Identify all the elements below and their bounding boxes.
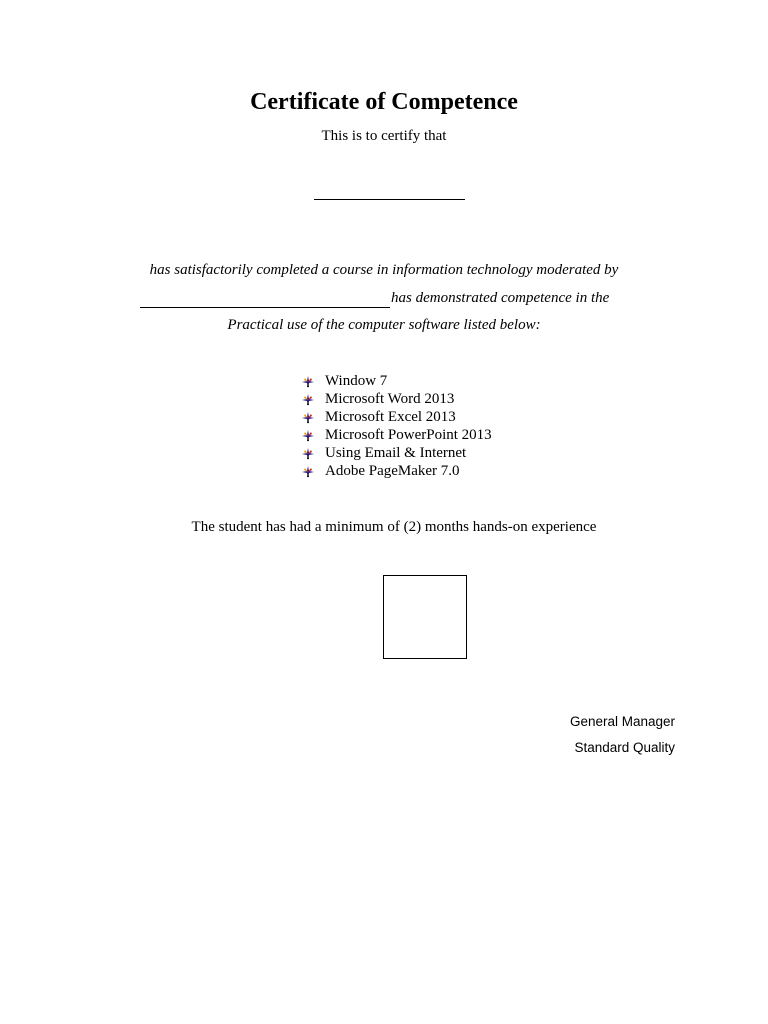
software-list: [300, 372, 492, 480]
star-bullet-icon: [302, 394, 314, 406]
software-item: [300, 426, 492, 444]
software-item: [300, 408, 492, 426]
competence-text: has demonstrated competence in the: [391, 290, 610, 306]
software-item: [300, 372, 492, 390]
certificate-title: Certificate of Competence: [250, 89, 518, 115]
certify-text: This is to certify that: [321, 128, 447, 144]
completion-text: has satisfactorily completed a course in information technology moderated by: [149, 262, 619, 278]
photo-placeholder-box: [383, 575, 467, 659]
experience-text: The student has had a minimum of (2) months hands-on experience: [191, 519, 597, 535]
moderator-name-line: [140, 307, 390, 308]
practical-use-text: Practical use of the computer software listed below:: [227, 317, 541, 333]
software-item-label: Window 7: [325, 373, 388, 389]
software-item-label: Adobe PageMaker 7.0: [325, 463, 460, 479]
star-bullet-icon: [302, 376, 314, 388]
software-item-label: Microsoft PowerPoint 2013: [325, 427, 492, 443]
star-bullet-icon: [302, 466, 314, 478]
recipient-name-line: [314, 199, 465, 200]
software-item-label: Using Email & Internet: [325, 445, 467, 461]
star-bullet-icon: [302, 412, 314, 424]
star-bullet-icon: [302, 430, 314, 442]
signatory-title: General Manager: [569, 714, 675, 729]
software-item-label: Microsoft Excel 2013: [325, 409, 456, 425]
star-bullet-icon: [302, 448, 314, 460]
software-item: [300, 390, 492, 408]
software-item-label: Microsoft Word 2013: [325, 391, 455, 407]
signatory-organization: Standard Quality: [574, 740, 675, 755]
software-item: [300, 462, 492, 480]
software-item: [300, 444, 492, 462]
